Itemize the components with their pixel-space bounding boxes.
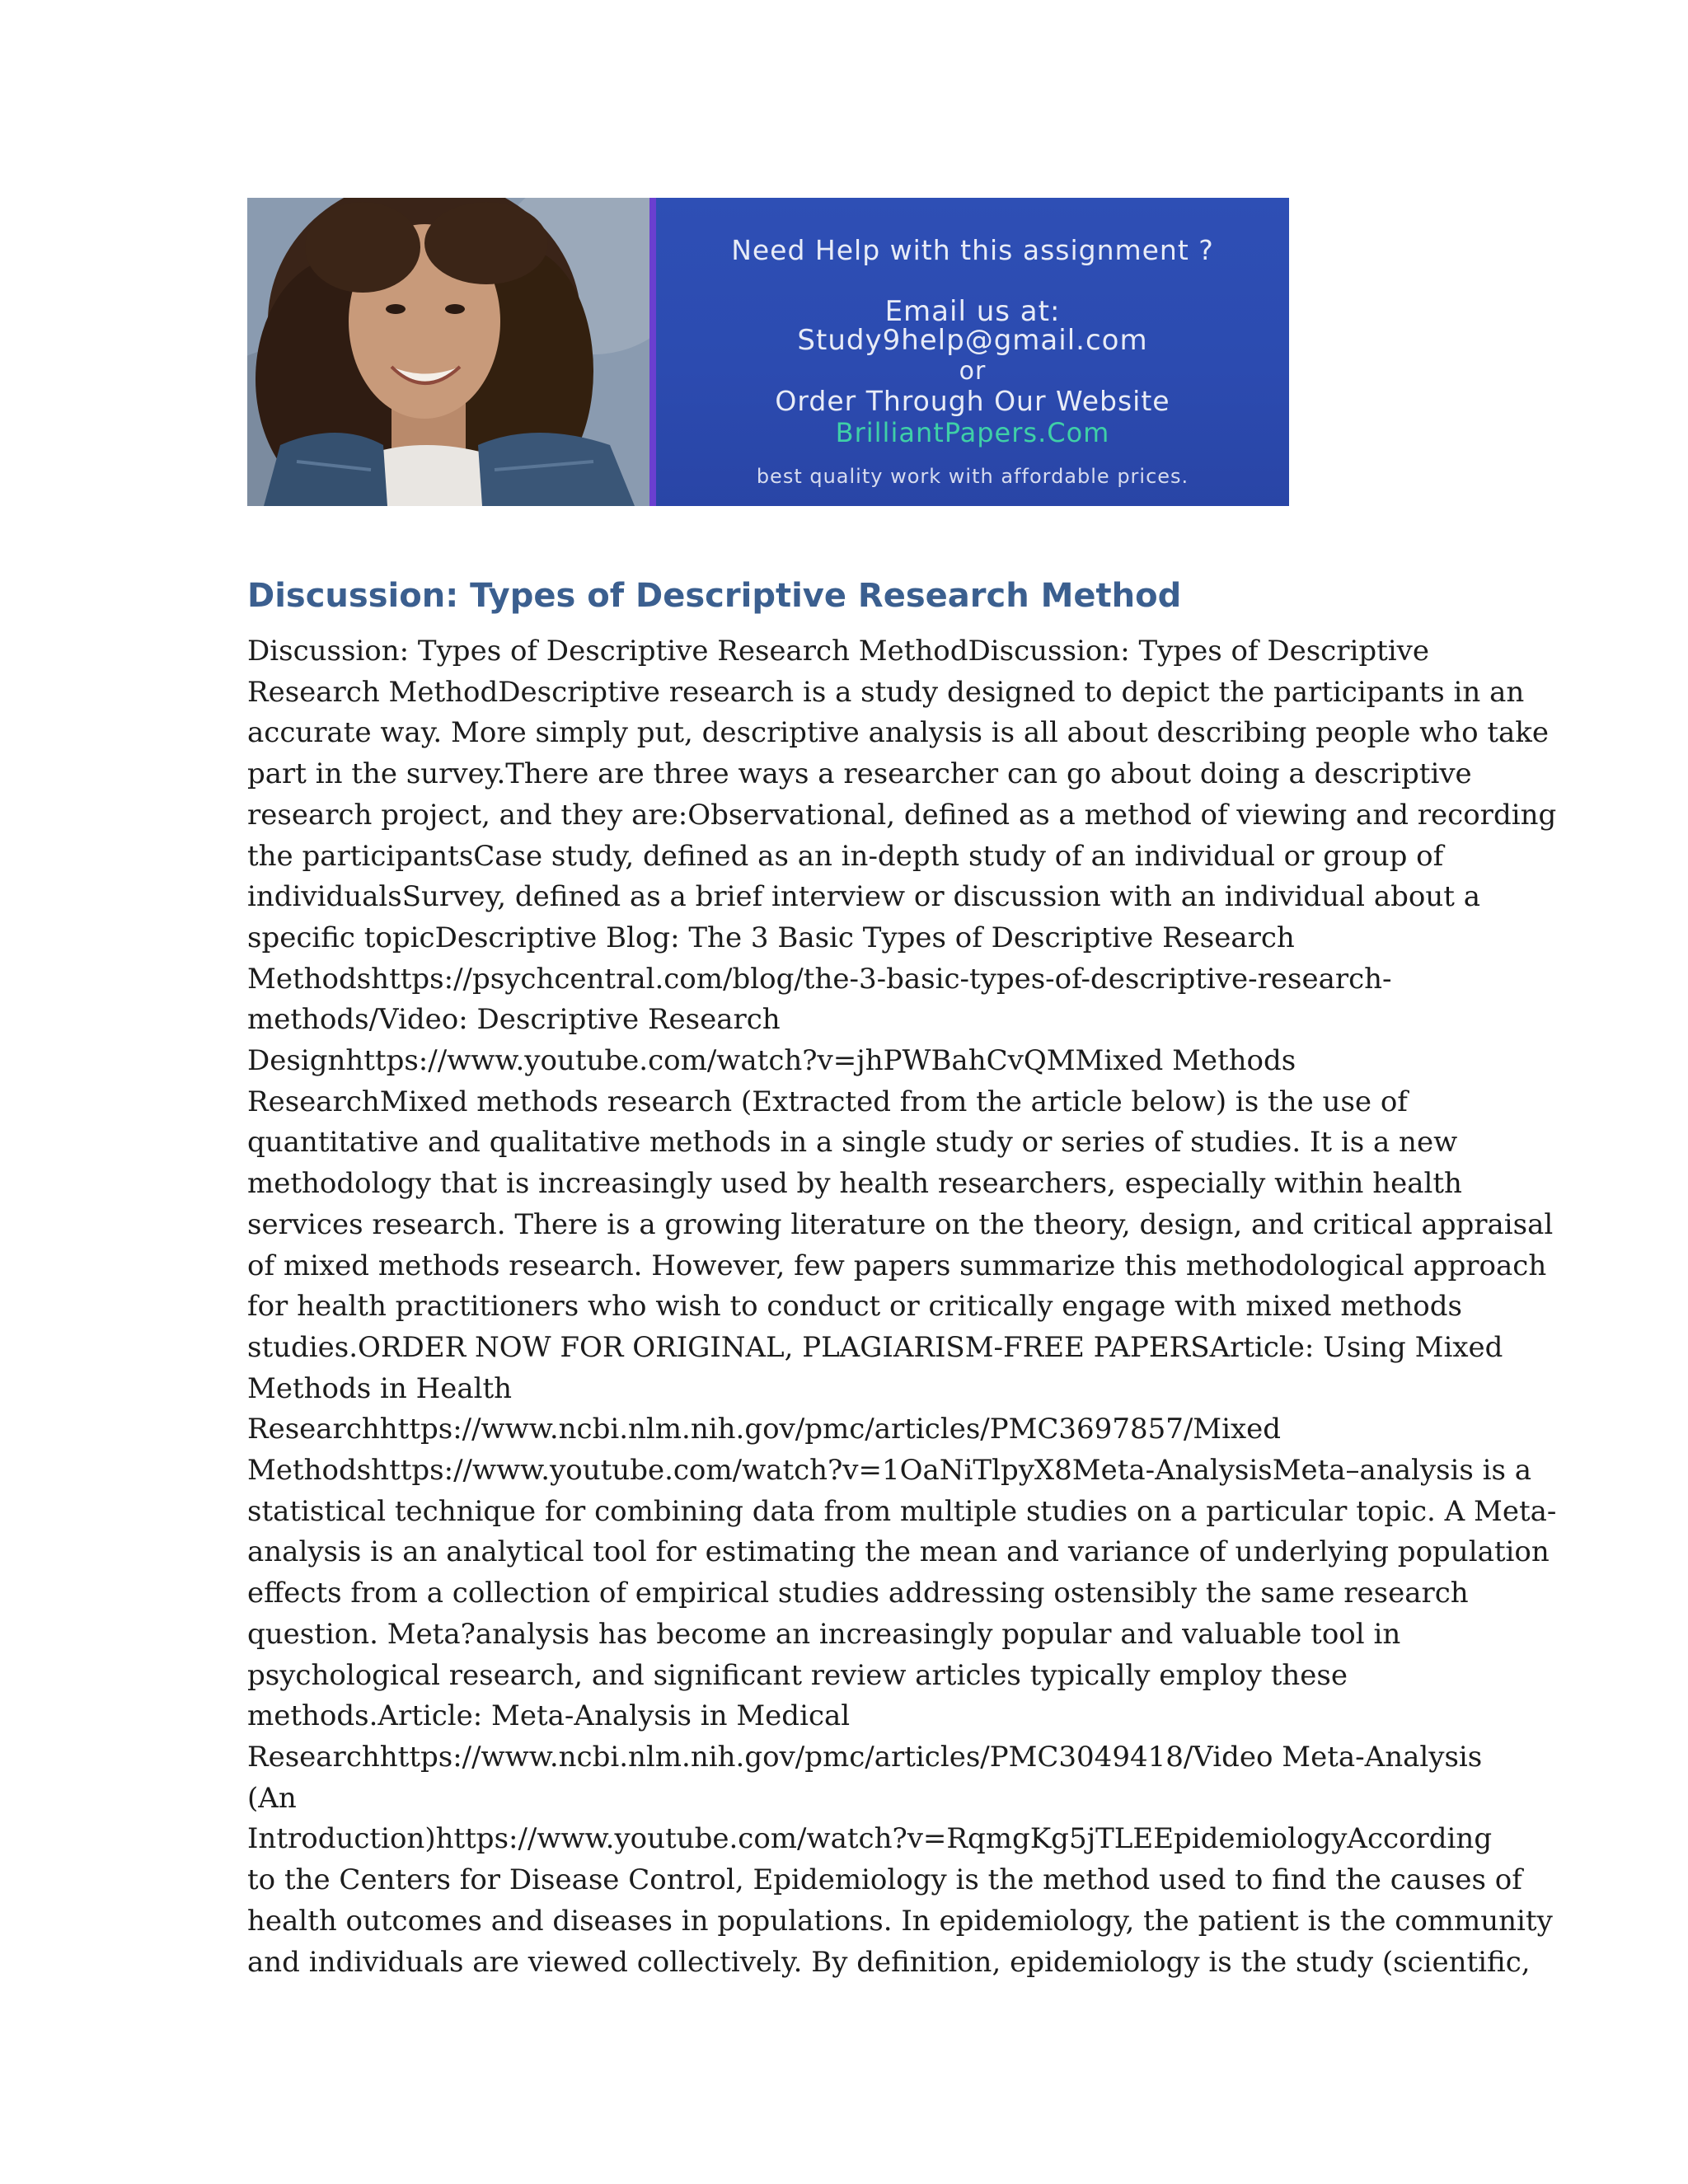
body-text-line: analysis is an analytical tool for estimating the mean and variance of underlying population xyxy=(247,1535,1550,1569)
body-text-line: the participantsCase study, defined as an in-depth study of an individual or group of xyxy=(247,839,1444,873)
body-text-line: Researchhttps://www.ncbi.nlm.nih.gov/pmc/articles/PMC3697857/Mixed xyxy=(247,1413,1282,1446)
body-text-line: (An xyxy=(247,1781,297,1815)
body-text-line: studies.ORDER NOW FOR ORIGINAL, PLAGIARISM-FREE PAPERSArticle: Using Mixed xyxy=(247,1330,1503,1364)
promo-panel xyxy=(656,198,1289,506)
body-text-line: of mixed methods research. However, few papers summarize this methodological approach xyxy=(247,1249,1547,1282)
body-text-line: services research. There is a growing literature on the theory, design, and critical appraisal xyxy=(247,1207,1554,1241)
body-text-line: ResearchMixed methods research (Extracted from the article below) is the use of xyxy=(247,1085,1408,1118)
body-text-line: statistical technique for combining data from multiple studies on a particular topic. A Meta- xyxy=(247,1494,1557,1528)
body-text-line: and individuals are viewed collectively. By definition, epidemiology is the study (scientific, xyxy=(247,1945,1531,1979)
promo-email-address: Study9help@gmail.com xyxy=(797,324,1148,357)
promo-or: or xyxy=(959,357,987,386)
promo-email-label: Email us at: xyxy=(884,295,1061,328)
body-text-line: part in the survey.There are three ways a researcher can go about doing a descriptive xyxy=(247,757,1472,791)
document-title: Discussion: Types of Descriptive Research Method xyxy=(247,577,1182,615)
promo-banner xyxy=(247,198,1289,506)
document-body xyxy=(247,631,1557,1983)
body-text-line: Designhttps://www.youtube.com/watch?v=jhPWBahCvQMMixed Methods xyxy=(247,1044,1296,1078)
body-text-line: individualsSurvey, defined as a brief interview or discussion with an individual about a xyxy=(247,880,1480,914)
body-text-line: quantitative and qualitative methods in a single study or series of studies. It is a new xyxy=(247,1126,1458,1160)
body-text-line: psychological research, and significant review articles typically employ these xyxy=(247,1658,1348,1692)
body-text-line: for health practitioners who wish to conduct or critically engage with mixed methods xyxy=(247,1290,1462,1324)
body-text-line: Discussion: Types of Descriptive Research MethodDiscussion: Types of Descriptive xyxy=(247,635,1429,668)
body-text-line: Introduction)https://www.youtube.com/watch?v=RqmgKg5jTLEEpidemiologyAccording xyxy=(247,1822,1493,1856)
body-text-line: Methodshttps://www.youtube.com/watch?v=1OaNiTlpyX8Meta-AnalysisMeta–analysis is a xyxy=(247,1454,1532,1488)
body-text-line: specific topicDescriptive Blog: The 3 Basic Types of Descriptive Research xyxy=(247,921,1295,954)
body-text-line: health outcomes and diseases in populations. In epidemiology, the patient is the community xyxy=(247,1904,1553,1938)
woman-photo xyxy=(247,198,649,506)
banner-divider xyxy=(649,198,656,506)
body-text-line: to the Centers for Disease Control, Epidemiology is the method used to find the causes of xyxy=(247,1863,1522,1897)
body-text-line: effects from a collection of empirical studies addressing ostensibly the same research xyxy=(247,1577,1469,1610)
promo-order-text: Order Through Our Website xyxy=(775,385,1170,417)
body-text-line: Researchhttps://www.ncbi.nlm.nih.gov/pmc/articles/PMC3049418/Video Meta-Analysis xyxy=(247,1740,1483,1774)
portrait-illustration xyxy=(247,198,649,506)
body-text-line: Research MethodDescriptive research is a study designed to depict the participants in an xyxy=(247,675,1525,709)
promo-website: BrilliantPapers.Com xyxy=(835,417,1110,448)
body-text-line: research project, and they are:Observational, defined as a method of viewing and recording xyxy=(247,798,1557,832)
body-text-line: question. Meta?analysis has become an increasingly popular and valuable tool in xyxy=(247,1617,1401,1651)
body-text-line: methods/Video: Descriptive Research xyxy=(247,1003,781,1037)
promo-tagline: best quality work with affordable prices. xyxy=(756,465,1189,488)
body-text-line: methodology that is increasingly used by health researchers, especially within health xyxy=(247,1167,1462,1201)
body-text-line: Methodshttps://psychcentral.com/blog/the-3-basic-types-of-descriptive-research- xyxy=(247,962,1392,996)
body-text-line: accurate way. More simply put, descriptive analysis is all about describing people who take xyxy=(247,716,1550,750)
body-text-line: methods.Article: Meta-Analysis in Medical xyxy=(247,1699,851,1733)
body-text-line: Methods in Health xyxy=(247,1371,513,1405)
promo-headline: Need Help with this assignment ? xyxy=(731,234,1214,266)
